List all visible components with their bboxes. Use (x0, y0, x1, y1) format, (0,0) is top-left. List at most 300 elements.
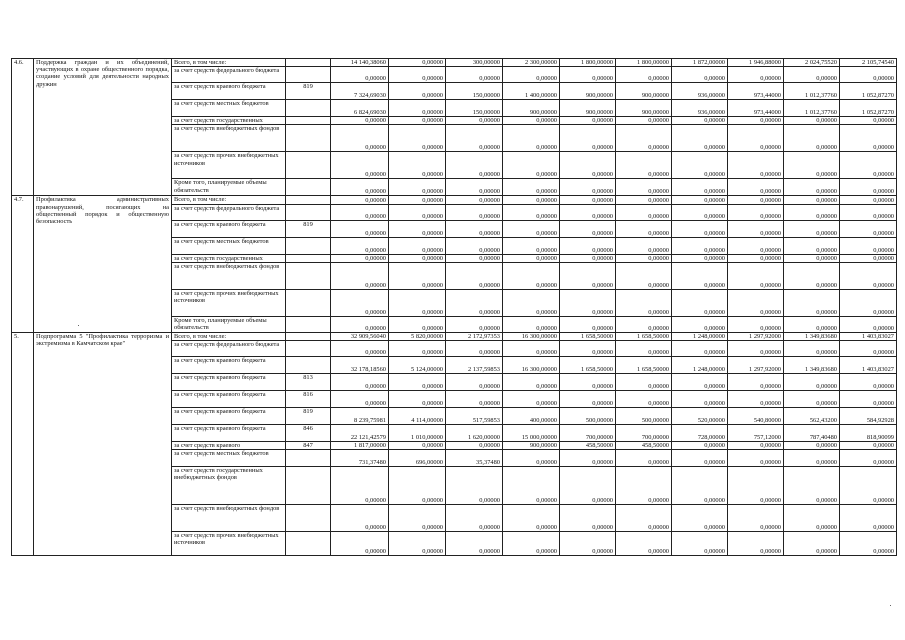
amount-cell: 1 658,50000 (616, 357, 672, 374)
amount-cell: 0,00000 (616, 152, 672, 179)
amount-cell: 0,00000 (560, 316, 616, 332)
amount-cell: 0,00000 (728, 391, 784, 408)
amount-cell: 0,00000 (672, 505, 728, 532)
amount-cell: 0,00000 (672, 341, 728, 357)
amount-cell: 150,00000 (446, 83, 503, 100)
amount-cell: 0,00000 (784, 125, 840, 152)
amount-cell: 973,44000 (728, 83, 784, 100)
funding-source: за счет средств федерального бюджета (172, 341, 286, 357)
funding-source: Кроме того, планируемые объемы обязательств (172, 316, 286, 332)
funding-source: за счет средств внебюджетных фондов (172, 125, 286, 152)
amount-cell: 0,00000 (616, 196, 672, 204)
amount-cell: 0,00000 (784, 532, 840, 556)
amount-cell: 300,00000 (446, 59, 503, 67)
funding-source: за счет средств прочих внебюджетных источников (172, 532, 286, 556)
amount-cell: 7 324,69030 (331, 83, 389, 100)
amount-cell: 0,00000 (840, 505, 897, 532)
amount-cell: 0,00000 (560, 450, 616, 467)
amount-cell: 0,00000 (840, 67, 897, 83)
amount-cell: 0,00000 (672, 196, 728, 204)
amount-cell: 0,00000 (840, 316, 897, 332)
funding-source: за счет средств краевого бюджета (172, 220, 286, 237)
amount-cell: 0,00000 (446, 179, 503, 196)
amount-cell: 0,00000 (503, 125, 560, 152)
amount-cell: 0,00000 (503, 316, 560, 332)
amount-cell: 540,80000 (728, 408, 784, 425)
amount-cell: 0,00000 (560, 374, 616, 391)
amount-cell: 0,00000 (728, 316, 784, 332)
amount-cell: 0,00000 (389, 254, 446, 262)
amount-cell: 0,00000 (331, 204, 389, 220)
amount-cell: 0,00000 (503, 204, 560, 220)
amount-cell: 0,00000 (560, 67, 616, 83)
amount-cell: 0,00000 (840, 237, 897, 254)
amount-cell: 0,00000 (616, 467, 672, 505)
amount-cell: 0,00000 (331, 237, 389, 254)
amount-cell: 0,00000 (389, 196, 446, 204)
amount-cell: 1 012,37760 (784, 100, 840, 117)
budget-code (286, 505, 331, 532)
amount-cell: 0,00000 (840, 254, 897, 262)
amount-cell: 900,00000 (503, 100, 560, 117)
amount-cell: 0,00000 (672, 220, 728, 237)
amount-cell: 0,00000 (389, 83, 446, 100)
amount-cell: 150,00000 (446, 100, 503, 117)
amount-cell: 0,00000 (840, 152, 897, 179)
amount-cell: 1 658,50000 (560, 357, 616, 374)
amount-cell: 0,00000 (446, 220, 503, 237)
section-title: Подпрограмма 5 "Профилактика терроризма и экстремизма в Камчатском крае" (34, 332, 172, 555)
amount-cell: 8 239,75981 (331, 408, 389, 425)
amount-cell: 0,00000 (560, 196, 616, 204)
funding-source: за счет средств местных бюджетов (172, 237, 286, 254)
amount-cell: 0,00000 (784, 152, 840, 179)
budget-code (286, 237, 331, 254)
amount-cell: 0,00000 (503, 152, 560, 179)
amount-cell: 0,00000 (446, 117, 503, 125)
amount-cell: 0,00000 (840, 220, 897, 237)
amount-cell: 0,00000 (728, 179, 784, 196)
funding-source: за счет средств государственных (172, 117, 286, 125)
amount-cell: 6 824,69030 (331, 100, 389, 117)
funding-table (11, 58, 897, 556)
budget-code: 846 (286, 425, 331, 442)
amount-cell: 0,00000 (672, 289, 728, 316)
budget-code: 813 (286, 374, 331, 391)
amount-cell: 0,00000 (784, 467, 840, 505)
budget-code (286, 59, 331, 67)
amount-cell: 0,00000 (446, 125, 503, 152)
amount-cell: 0,00000 (616, 220, 672, 237)
amount-cell: 0,00000 (389, 505, 446, 532)
budget-code (286, 196, 331, 204)
amount-cell: 0,00000 (503, 179, 560, 196)
budget-code: 816 (286, 391, 331, 408)
amount-cell: 0,00000 (784, 374, 840, 391)
amount-cell: 0,00000 (672, 442, 728, 450)
funding-source: за счет средств прочих внебюджетных источников (172, 289, 286, 316)
amount-cell: 0,00000 (503, 117, 560, 125)
funding-source: Всего, в том числе: (172, 59, 286, 67)
funding-source: за счет средств краевого бюджета (172, 408, 286, 425)
amount-cell: 0,00000 (389, 442, 446, 450)
amount-cell: 0,00000 (389, 125, 446, 152)
amount-cell: 0,00000 (840, 374, 897, 391)
amount-cell: 0,00000 (446, 289, 503, 316)
amount-cell: 0,00000 (728, 254, 784, 262)
amount-cell: 0,00000 (446, 196, 503, 204)
amount-cell: 0,00000 (616, 505, 672, 532)
budget-code (286, 100, 331, 117)
amount-cell: 0,00000 (784, 67, 840, 83)
amount-cell: 1 297,92000 (728, 332, 784, 340)
amount-cell: 757,12000 (728, 425, 784, 442)
amount-cell: 0,00000 (672, 316, 728, 332)
amount-cell: 0,00000 (784, 316, 840, 332)
funding-source: за счет средств государственных внебюджетных фондов (172, 467, 286, 505)
budget-code (286, 450, 331, 467)
amount-cell: 0,00000 (616, 254, 672, 262)
amount-cell: 1 248,00000 (672, 357, 728, 374)
budget-code (286, 254, 331, 262)
amount-cell: 0,00000 (616, 262, 672, 289)
funding-source: за счет средств государственных (172, 254, 286, 262)
amount-cell: 1 946,88000 (728, 59, 784, 67)
amount-cell: 0,00000 (389, 532, 446, 556)
amount-cell: 0,00000 (728, 152, 784, 179)
amount-cell: 0,00000 (503, 237, 560, 254)
amount-cell: 0,00000 (503, 374, 560, 391)
amount-cell: 0,00000 (784, 391, 840, 408)
amount-cell: 0,00000 (389, 204, 446, 220)
amount-cell: 0,00000 (560, 237, 616, 254)
amount-cell: 0,00000 (784, 442, 840, 450)
amount-cell: 0,00000 (616, 237, 672, 254)
amount-cell: 0,00000 (784, 237, 840, 254)
amount-cell: 0,00000 (446, 341, 503, 357)
amount-cell: 0,00000 (616, 316, 672, 332)
amount-cell: 500,00000 (616, 408, 672, 425)
amount-cell: 700,00000 (560, 425, 616, 442)
amount-cell: 900,00000 (616, 100, 672, 117)
amount-cell: 1 872,00000 (672, 59, 728, 67)
amount-cell: 0,00000 (560, 262, 616, 289)
amount-cell: 0,00000 (389, 67, 446, 83)
amount-cell: 0,00000 (728, 505, 784, 532)
budget-code (286, 316, 331, 332)
amount-cell: 0,00000 (840, 179, 897, 196)
funding-source: за счет средств краевого бюджета (172, 391, 286, 408)
amount-cell: 1 349,83680 (784, 357, 840, 374)
funding-source: Всего, в том числе: (172, 196, 286, 204)
funding-source: за счет средств местных бюджетов (172, 100, 286, 117)
amount-cell: 0,00000 (728, 204, 784, 220)
amount-cell: 32 909,56040 (331, 332, 389, 340)
amount-cell: 0,00000 (331, 179, 389, 196)
scan-speck (78, 325, 79, 326)
amount-cell: 0,00000 (446, 532, 503, 556)
amount-cell: 400,00000 (503, 408, 560, 425)
amount-cell: 0,00000 (503, 467, 560, 505)
amount-cell: 0,00000 (331, 505, 389, 532)
funding-source: за счет средств внебюджетных фондов (172, 505, 286, 532)
amount-cell: 0,00000 (784, 179, 840, 196)
amount-cell: 1 297,92000 (728, 357, 784, 374)
amount-cell: 0,00000 (503, 391, 560, 408)
section-title: Поддержка граждан и их объединений, участвующих в охране общественного порядка, создание условий для деятельности народных дружин (34, 59, 172, 196)
amount-cell: 2 024,75520 (784, 59, 840, 67)
amount-cell: 0,00000 (672, 204, 728, 220)
funding-source: за счет средств краевого бюджета (172, 374, 286, 391)
amount-cell: 0,00000 (616, 67, 672, 83)
amount-cell: 0,00000 (560, 532, 616, 556)
amount-cell: 0,00000 (331, 152, 389, 179)
amount-cell: 0,00000 (331, 196, 389, 204)
budget-code (286, 532, 331, 556)
amount-cell: 0,00000 (331, 316, 389, 332)
amount-cell: 0,00000 (331, 289, 389, 316)
amount-cell: 0,00000 (672, 374, 728, 391)
budget-code (286, 117, 331, 125)
amount-cell: 0,00000 (728, 467, 784, 505)
budget-code (286, 204, 331, 220)
amount-cell: 0,00000 (331, 467, 389, 505)
amount-cell: 1 403,83027 (840, 357, 897, 374)
amount-cell: 0,00000 (840, 289, 897, 316)
amount-cell: 0,00000 (331, 532, 389, 556)
amount-cell: 520,00000 (672, 408, 728, 425)
amount-cell: 0,00000 (784, 450, 840, 467)
amount-cell: 0,00000 (331, 391, 389, 408)
amount-cell: 0,00000 (840, 262, 897, 289)
amount-cell: 0,00000 (728, 220, 784, 237)
amount-cell: 0,00000 (446, 237, 503, 254)
amount-cell: 562,43200 (784, 408, 840, 425)
budget-code (286, 179, 331, 196)
amount-cell: 0,00000 (389, 467, 446, 505)
amount-cell: 0,00000 (616, 341, 672, 357)
funding-source: за счет средств федерального бюджета (172, 204, 286, 220)
amount-cell: 0,00000 (446, 505, 503, 532)
amount-cell: 16 300,00000 (503, 332, 560, 340)
amount-cell: 0,00000 (840, 467, 897, 505)
amount-cell: 0,00000 (728, 289, 784, 316)
amount-cell: 0,00000 (331, 67, 389, 83)
amount-cell: 0,00000 (560, 152, 616, 179)
amount-cell: 0,00000 (389, 262, 446, 289)
budget-code (286, 262, 331, 289)
amount-cell: 0,00000 (560, 204, 616, 220)
amount-cell: 4 114,00000 (389, 408, 446, 425)
amount-cell: 0,00000 (728, 125, 784, 152)
amount-cell: 900,00000 (560, 100, 616, 117)
amount-cell: 0,00000 (446, 67, 503, 83)
funding-source: за счет средств прочих внебюджетных источников (172, 152, 286, 179)
amount-cell: 22 121,42579 (331, 425, 389, 442)
amount-cell: 0,00000 (840, 442, 897, 450)
amount-cell: 0,00000 (560, 117, 616, 125)
amount-cell: 0,00000 (389, 374, 446, 391)
amount-cell: 0,00000 (840, 204, 897, 220)
amount-cell: 0,00000 (672, 254, 728, 262)
amount-cell: 1 052,87270 (840, 100, 897, 117)
amount-cell: 0,00000 (503, 196, 560, 204)
amount-cell: 0,00000 (616, 204, 672, 220)
section-number: 4.6. (12, 59, 34, 196)
amount-cell: 0,00000 (616, 391, 672, 408)
budget-code (286, 332, 331, 340)
amount-cell: 0,00000 (784, 204, 840, 220)
amount-cell: 1 012,37760 (784, 83, 840, 100)
amount-cell: 1 658,50000 (616, 332, 672, 340)
amount-cell: 0,00000 (560, 254, 616, 262)
amount-cell: 0,00000 (672, 117, 728, 125)
amount-cell: 0,00000 (389, 117, 446, 125)
budget-code: 819 (286, 408, 331, 425)
amount-cell: 458,50000 (560, 442, 616, 450)
amount-cell: 1 658,50000 (560, 332, 616, 340)
amount-cell: 0,00000 (560, 391, 616, 408)
amount-cell: 458,50000 (616, 442, 672, 450)
amount-cell: 0,00000 (616, 532, 672, 556)
amount-cell: 0,00000 (784, 341, 840, 357)
amount-cell: 0,00000 (560, 220, 616, 237)
budget-code: 819 (286, 220, 331, 237)
budget-code (286, 289, 331, 316)
amount-cell: 500,00000 (560, 408, 616, 425)
section-title: Профилактика административных правонарушений, посягающих на общественный порядок и общественную безопасность (34, 196, 172, 332)
amount-cell: 936,00000 (672, 100, 728, 117)
amount-cell: 936,00000 (672, 83, 728, 100)
amount-cell: 0,00000 (503, 220, 560, 237)
table-row (12, 196, 897, 204)
amount-cell: 2 300,00000 (503, 59, 560, 67)
amount-cell: 0,00000 (616, 450, 672, 467)
funding-source: за счет средств краевого бюджета (172, 83, 286, 100)
amount-cell: 32 178,18560 (331, 357, 389, 374)
amount-cell: 0,00000 (331, 341, 389, 357)
amount-cell: 0,00000 (389, 59, 446, 67)
amount-cell: 1 800,00000 (616, 59, 672, 67)
amount-cell: 584,92928 (840, 408, 897, 425)
amount-cell: 0,00000 (331, 262, 389, 289)
amount-cell: 0,00000 (784, 505, 840, 532)
amount-cell: 0,00000 (389, 220, 446, 237)
amount-cell: 0,00000 (503, 262, 560, 289)
amount-cell: 900,00000 (616, 83, 672, 100)
amount-cell: 0,00000 (446, 254, 503, 262)
amount-cell: 0,00000 (672, 152, 728, 179)
amount-cell: 1 800,00000 (560, 59, 616, 67)
amount-cell: 1 052,87270 (840, 83, 897, 100)
amount-cell: 0,00000 (331, 117, 389, 125)
amount-cell: 0,00000 (446, 374, 503, 391)
amount-cell: 0,00000 (616, 125, 672, 152)
amount-cell: 0,00000 (389, 341, 446, 357)
amount-cell: 0,00000 (503, 532, 560, 556)
amount-cell: 5 820,00000 (389, 332, 446, 340)
amount-cell: 0,00000 (446, 467, 503, 505)
table-row (12, 59, 897, 67)
budget-code (286, 357, 331, 374)
budget-code (286, 125, 331, 152)
amount-cell: 1 010,00000 (389, 425, 446, 442)
amount-cell: 0,00000 (728, 532, 784, 556)
amount-cell: 0,00000 (389, 289, 446, 316)
funding-source: за счет средств краевого бюджета (172, 425, 286, 442)
amount-cell: 0,00000 (784, 289, 840, 316)
amount-cell: 0,00000 (784, 262, 840, 289)
budget-code (286, 467, 331, 505)
amount-cell: 0,00000 (446, 316, 503, 332)
amount-cell: 16 300,00000 (503, 357, 560, 374)
amount-cell: 0,00000 (728, 117, 784, 125)
funding-source: за счет средств внебюджетных фондов (172, 262, 286, 289)
amount-cell: 818,90099 (840, 425, 897, 442)
amount-cell: 0,00000 (616, 117, 672, 125)
amount-cell: 973,44000 (728, 100, 784, 117)
funding-source: Кроме того, планируемые объемы обязательств (172, 179, 286, 196)
amount-cell: 787,40480 (784, 425, 840, 442)
amount-cell: 0,00000 (728, 374, 784, 391)
amount-cell: 0,00000 (672, 391, 728, 408)
amount-cell: 0,00000 (446, 442, 503, 450)
funding-source: за счет средств федерального бюджета (172, 67, 286, 83)
section-number: 4.7. (12, 196, 34, 332)
amount-cell: 0,00000 (389, 316, 446, 332)
amount-cell: 0,00000 (503, 505, 560, 532)
amount-cell: 0,00000 (446, 391, 503, 408)
amount-cell: 1 620,00000 (446, 425, 503, 442)
amount-cell: 0,00000 (389, 391, 446, 408)
amount-cell: 700,00000 (616, 425, 672, 442)
amount-cell: 0,00000 (503, 450, 560, 467)
amount-cell: 0,00000 (560, 505, 616, 532)
budget-code: 819 (286, 83, 331, 100)
amount-cell: 0,00000 (840, 117, 897, 125)
amount-cell: 731,37480 (331, 450, 389, 467)
amount-cell: 0,00000 (560, 125, 616, 152)
amount-cell: 1 403,83027 (840, 332, 897, 340)
table-row (12, 332, 897, 340)
amount-cell: 0,00000 (503, 254, 560, 262)
amount-cell: 0,00000 (728, 450, 784, 467)
amount-cell: 0,00000 (784, 117, 840, 125)
amount-cell: 0,00000 (389, 237, 446, 254)
amount-cell: 35,37480 (446, 450, 503, 467)
amount-cell: 5 124,00000 (389, 357, 446, 374)
amount-cell: 0,00000 (616, 289, 672, 316)
amount-cell: 0,00000 (616, 179, 672, 196)
amount-cell: 0,00000 (840, 341, 897, 357)
amount-cell: 0,00000 (672, 237, 728, 254)
funding-source: за счет средств краевого бюджета (172, 357, 286, 374)
amount-cell: 0,00000 (728, 196, 784, 204)
amount-cell: 0,00000 (728, 442, 784, 450)
amount-cell: 0,00000 (784, 220, 840, 237)
amount-cell: 0,00000 (331, 374, 389, 391)
amount-cell: 517,59853 (446, 408, 503, 425)
amount-cell: 0,00000 (672, 179, 728, 196)
amount-cell: 0,00000 (389, 152, 446, 179)
amount-cell: 900,00000 (560, 83, 616, 100)
amount-cell: 1 349,83680 (784, 332, 840, 340)
amount-cell: 1 817,00000 (331, 442, 389, 450)
amount-cell: 0,00000 (672, 262, 728, 289)
amount-cell: 0,00000 (560, 289, 616, 316)
amount-cell: 0,00000 (446, 262, 503, 289)
budget-code (286, 152, 331, 179)
